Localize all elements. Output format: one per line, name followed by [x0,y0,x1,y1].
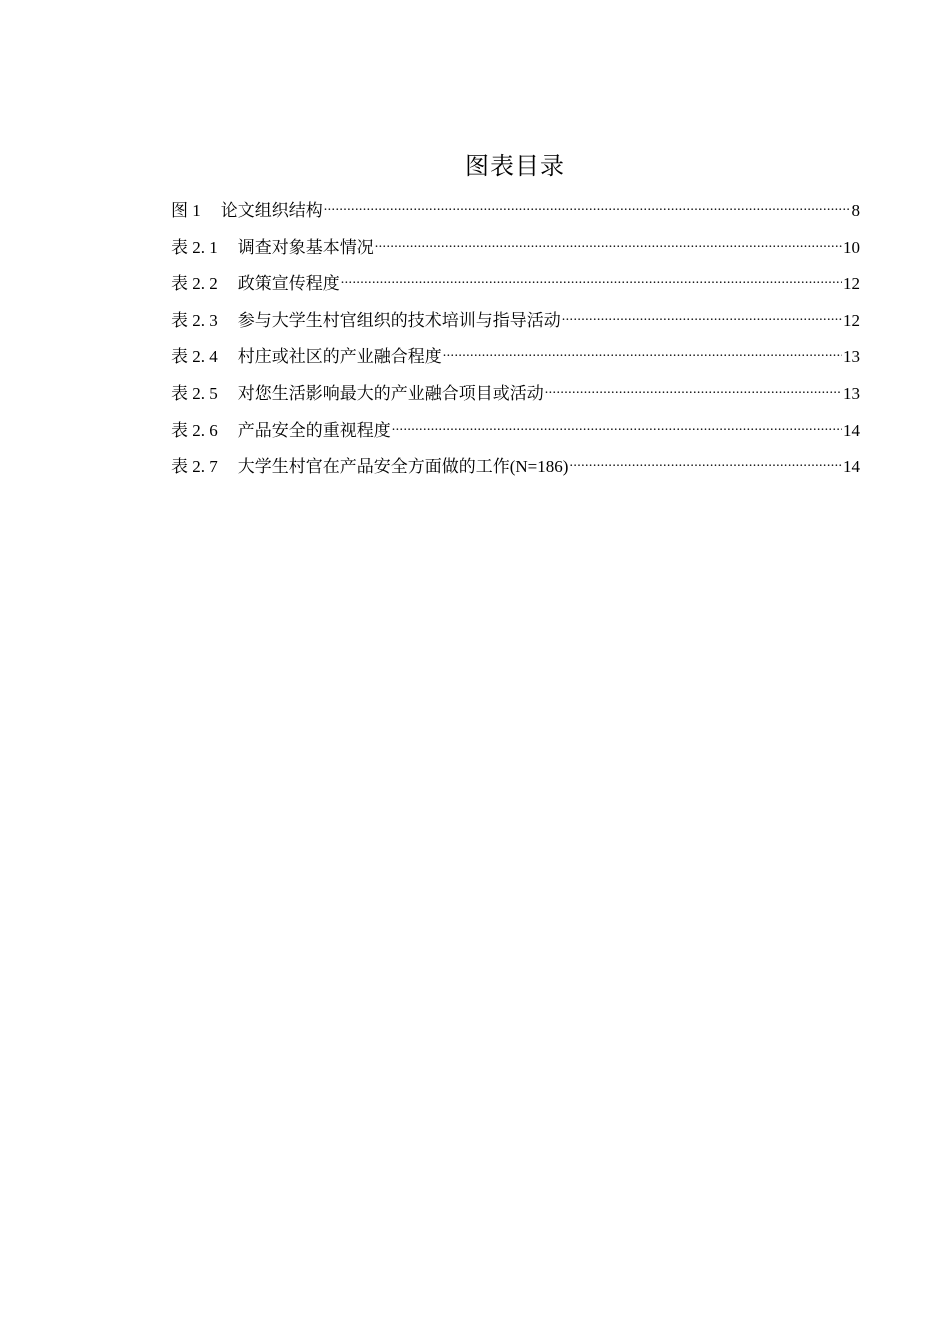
entry-label [171,418,391,444]
entry-label [171,198,323,224]
entry-number: 表 2. 4 [171,347,218,367]
entry-label [171,308,561,334]
entry-title: 参与大学生村官组织的技术培训与指导活动 [237,310,561,330]
list-item[interactable] [171,381,860,418]
dot-leader [341,271,842,289]
entry-title: 大学生村官在产品安全方面做的工作(N=186) [237,457,569,477]
entry-number: 表 2. 1 [171,237,218,257]
dot-leader [375,235,842,253]
entry-title: 产品安全的重视程度 [237,420,391,440]
list-item[interactable] [171,454,860,491]
entry-number: 表 2. 2 [171,274,218,294]
entry-number: 表 2. 3 [171,310,218,330]
entry-page-number: 13 [843,347,860,367]
entry-page-number: 14 [843,457,860,477]
entry-page-number: 13 [843,383,860,403]
entry-label [171,381,544,407]
entry-page-number: 12 [843,310,860,330]
entry-title: 政策宣传程度 [237,274,340,294]
figure-table-list [171,198,860,491]
dot-leader [569,454,842,472]
entry-number: 表 2. 7 [171,457,218,477]
entry-title: 对您生活影响最大的产业融合项目或活动 [237,383,544,403]
entry-label [171,235,374,261]
entry-page-number: 8 [851,201,860,220]
entry-number: 表 2. 5 [171,383,218,403]
entry-title: 论文组织结构 [220,201,323,220]
entry-page-number: 10 [843,237,860,257]
list-item[interactable] [171,271,860,308]
dot-leader [392,418,842,436]
entry-title: 村庄或社区的产业融合程度 [237,347,442,367]
list-item[interactable] [171,344,860,381]
page-title: 图表目录 [465,152,565,181]
entry-title: 调查对象基本情况 [237,237,374,257]
list-item[interactable] [171,418,860,455]
entry-number: 图 1 [171,201,201,220]
entry-page-number: 12 [843,274,860,294]
list-item[interactable] [171,308,860,345]
list-item[interactable] [171,235,860,272]
entry-number: 表 2. 6 [171,420,218,440]
list-item[interactable] [171,198,860,235]
dot-leader [443,344,842,362]
entry-label [171,271,340,297]
dot-leader [562,308,842,326]
entry-label [171,344,442,370]
dot-leader [324,198,851,216]
entry-label [171,454,568,480]
entry-page-number: 14 [843,420,860,440]
dot-leader [545,381,842,399]
